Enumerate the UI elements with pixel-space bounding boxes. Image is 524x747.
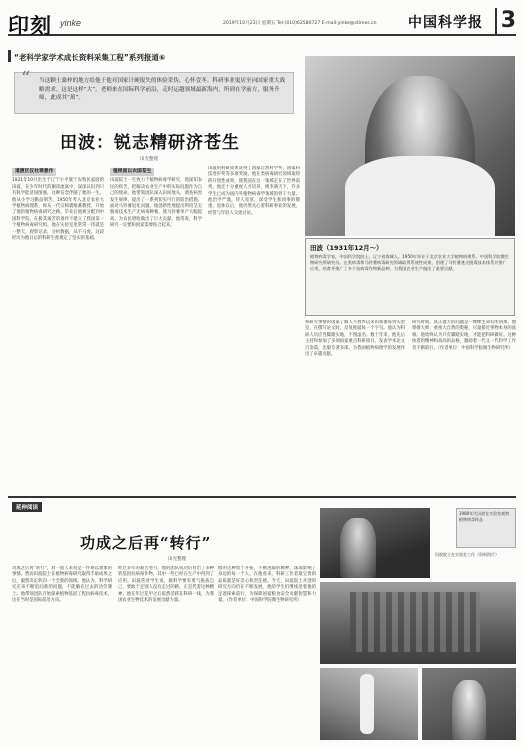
bio-box xyxy=(305,238,515,316)
lab-photo-field xyxy=(422,668,516,740)
lab-photo-tube xyxy=(320,668,418,740)
paper-name: 中国科学报 xyxy=(408,15,483,31)
column-text: 1931年10月出生于辽宁小平康宁农牧民家庭的田波，在少年时代的颠沛流离中，深深认识到只有科学能济国图强，这种信念伴随了他的一生。他从小学习勤奋刻苦，1950年考入北京农业大学植物病理系，师从一代宗师裘维蕃教授，开始了他的植物病毒研究之路。毕业后他被分配到中国科学院，在极其艰苦的条件下建立了我国第一个植物病毒研究组。他在实验室里常常一待就是一整天，观察记录，分析数据，从不马虎。这段经历为他日后的科研生涯奠定了坚实的基础。 xyxy=(12,178,104,242)
photo-caption: 田波院士在实验室工作（资料图片） xyxy=(435,552,499,557)
article-byline: 田光整理 xyxy=(140,157,158,162)
series-title: “老科学家学术成长资料采集工程”系列报道⑥ xyxy=(14,53,166,62)
second-headline: 功成之后再“转行” xyxy=(80,534,212,552)
second-column-3: 他的这种勇于开拓、不断进取的精神，深深影响了身边的每一个人。在他看来，科研工作者最宝贵的品质就是好奇心和责任感。今天，田波院士开创的研究方向仍在不断发展，他的学生们继续沿着他的足迹探索前行，为保障国家粮食安全贡献智慧和力量。（作者单位：中国科学院微生物研究所） xyxy=(218,566,316,604)
second-byline: 田光整理 xyxy=(168,557,186,562)
column-text: 和研究事情的国家了解人不放弃以来的那番每到实验室，在撰写论文时，反复推敲每一个字句。他认为科研人员应当脚踏实地，不图虚名。数十年来，他先后主持和参加了多项国家重点科研项目，发表学术论文百余篇，出版专著多部，为我国植物病理学的发展作出了卓越贡献。 xyxy=(305,320,405,358)
photo-tag: 1980年代田波在实验室观察植物病毒样品 xyxy=(456,508,516,548)
second-column-1: 功成之后再“转行”，对一般人来说是一件难以想象的事情。然而田波院士在植物病毒研究取得丰硕成果之后，毅然决定转向一个全新的领域。他认为，科学研究应该不断追问新的问题，不能躺在过去的功劳簿上。他带领团队开始探索植物基因工程抗病毒技术，这在当时是国际前沿方向。 xyxy=(12,566,112,604)
column-text: 田波院士一生致力于植物病毒学研究，他深知农民的疾苦，把解决农业生产中的实际问题作为自己的使命。他带领团队深入田间地头，调查病害发生规律，提出了一系列切实可行的防治措施。面对马铃薯退化问题，他创新性地提出利用茎尖脱毒技术生产无病毒种薯，使马铃薯单产大幅提高，为农民增收做出了巨大贡献。他常说，科学研究一定要和国家需要结合起来。 xyxy=(110,178,202,229)
article-column-4 xyxy=(305,320,405,486)
bio-title: 田波（1931年12月～） xyxy=(310,244,383,252)
lab-photo-wide xyxy=(320,582,516,664)
brand-title: 印刻 xyxy=(8,14,52,38)
article-column-5 xyxy=(412,320,516,486)
lab-equipment xyxy=(350,592,480,652)
portrait-photo xyxy=(305,56,515,236)
section-label: 延伸阅读 xyxy=(12,502,42,512)
column-text: 田波的科研成果获得了国家自然科学奖、国家科技进步奖等多项奖励。他在类病毒研究领域取得的开创性成果，使我国在这一领域走在了世界前列。他还十分重视人才培养，桃李满天下，许多学生已成为国内外植物病毒学领域的骨干力量。他治学严谨，待人宽厚，深受学生和同事的敬重。退休以后，他仍然关心着科研事业的发展，经常与年轻人交流讨论。 xyxy=(208,166,300,216)
lead-box xyxy=(14,68,294,114)
section-divider xyxy=(8,496,516,498)
portrait-coat xyxy=(345,156,495,236)
page-number: 3 xyxy=(495,8,516,34)
masthead xyxy=(8,8,516,36)
lead-text: 当这颗士桑梓的地方给他于他对国家计硬报失的体验采伪，心怀壹冬。科研事业嵬居至向国家重大战略需求。这是这样“大”，老师来在国际科学前沿，走时运越领域最新海内，所到在学前方，服务升师，此成其“萬”。 xyxy=(39,78,286,101)
column-subhead: 植根面以农国苍生 xyxy=(110,168,154,176)
article-column-2 xyxy=(110,166,202,486)
column-text: 研究时期，真正寰大的问题是一棵棵生命有所胡须。他尊敬大师，重视大自然的奥秘，尽量接近事物本身的真相。他始终认为只有脚踏实地，才能把科研做好。这种执着的精神和高尚的品格，激励着一代又一代科学工作者不断前行。（作者单位：中国科学院微生物研究所） xyxy=(412,320,516,351)
article-column-1 xyxy=(12,166,104,486)
bio-text: 植物病毒学家，中国科学院院士。辽宁省海城人。1950年毕业于北京农业大学植物病理系。中国科学院微生物研究所研究员。在类病毒和马铃薯病毒研究领域取得系统性成果，创建了马铃薯茎尖脱毒技术体系并推广应用，培育并推广了多个抗病毒作物新品种，为我国农业生产做出了重要贡献。 xyxy=(310,254,510,272)
lab-photo-portrait xyxy=(320,508,430,578)
series-marker xyxy=(8,50,11,62)
photo-figure xyxy=(340,518,376,578)
issue-meta: 2019年10月23日 星期五 Tel:(010)62580727 E-mail:yinke@stimes.cn xyxy=(223,21,377,26)
test-tube xyxy=(360,674,374,734)
article-column-3 xyxy=(208,166,300,486)
photo-figure xyxy=(452,680,486,740)
column-subhead: 道渡区仪社课意作 xyxy=(12,168,56,176)
second-column-2: 经过多年的艰苦努力，他的团队成功培育出了多种转基因抗病毒作物，其中一些已经在生产中得到了应用。田波常对学生说，搞科学要有勇气挑战自己，要敢于走别人没有走过的路。正是凭着这种精神，他在年过花甲之后依然活跃在科研一线，为我国农业生物技术的发展贡献力量。 xyxy=(118,566,214,604)
quote-icon: “ xyxy=(21,68,31,89)
article-headline: 田波：锐志精研济苍生 xyxy=(60,133,240,153)
brand-subtitle: yinke xyxy=(60,18,82,28)
